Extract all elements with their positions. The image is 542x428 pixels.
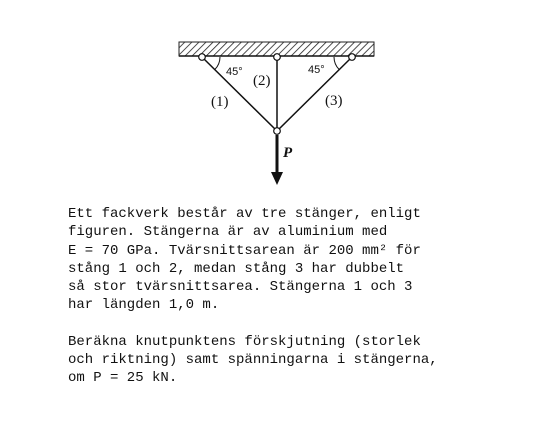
support-pin-2 [274, 54, 281, 61]
text-line: Ett fackverk består av tre stänger, enligt [68, 206, 421, 222]
text-line: figuren. Stängerna är av aluminium med [68, 224, 388, 241]
problem-text [68, 205, 538, 388]
force-label: P [283, 145, 293, 161]
angle-label-left: 45° [226, 66, 243, 78]
bar-label-3: (3) [325, 93, 343, 109]
angle-arc-right [334, 57, 339, 70]
text-line: så stor tvärsnittsarea. Stängerna 1 och 3 [68, 279, 413, 296]
angle-label-right: 45° [308, 64, 325, 76]
text-line: och riktning) samt spänningarna i stängerna, [68, 352, 438, 369]
bar-label-2: (2) [253, 73, 271, 89]
truss-figure [0, 0, 542, 200]
load-joint [274, 128, 281, 135]
bar-label-1: (1) [211, 94, 229, 110]
text-line: E = 70 GPa. Tvärsnittsarean är 200 mm² för [68, 242, 421, 259]
angle-arc-left [215, 57, 220, 70]
text-line: om P = 25 kN. [68, 370, 178, 387]
support-pin-1 [199, 54, 206, 61]
text-line: har längden 1,0 m. [68, 297, 220, 314]
load-arrow-head [271, 172, 283, 185]
paragraph-gap [68, 315, 538, 333]
text-line: stång 1 och 2, medan stång 3 har dubbelt [68, 260, 405, 277]
text-line: Beräkna knutpunktens förskjutning (storlek [68, 333, 421, 350]
support-pin-3 [349, 54, 356, 61]
